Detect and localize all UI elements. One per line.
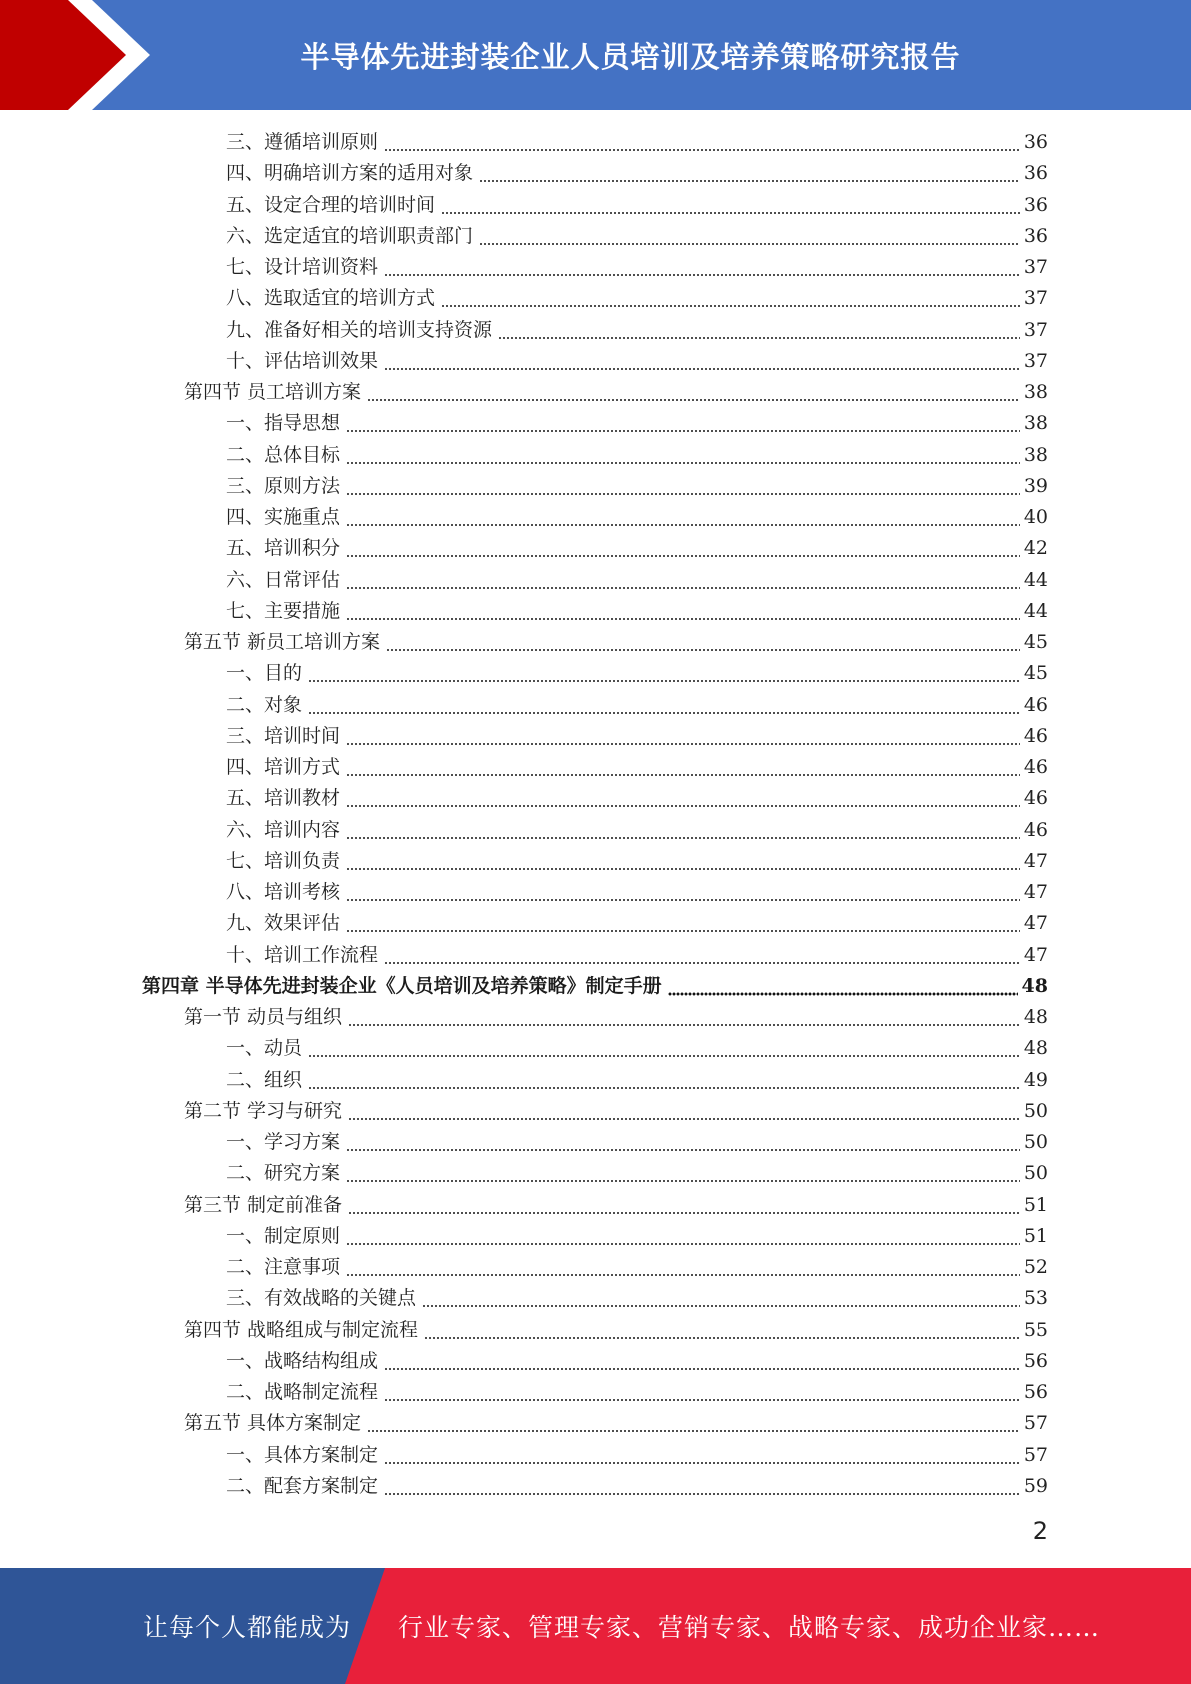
toc-dot-leader <box>308 1033 1020 1064</box>
toc-entry-label: 八、选取适宜的培训方式 <box>226 287 436 310</box>
toc-dot-leader <box>348 1002 1020 1033</box>
toc-entry[interactable] <box>226 690 1048 721</box>
toc-entry-label: 二、注意事项 <box>226 1256 341 1278</box>
toc-dot-leader <box>386 627 1020 658</box>
toc-entry[interactable] <box>226 158 1048 189</box>
toc-dot-leader <box>384 1471 1020 1502</box>
footer-slogan-right: 行业专家、管理专家、营销专家、战略专家、成功企业家…… <box>398 1613 1101 1642</box>
toc-entry-label: 七、培训负责 <box>226 849 341 872</box>
toc-entry-page: 46 <box>1023 787 1048 810</box>
toc-entry[interactable] <box>184 1408 1048 1439</box>
toc-entry-page: 36 <box>1023 193 1048 216</box>
toc-dot-leader <box>441 283 1020 314</box>
toc-entry-label: 二、战略制定流程 <box>226 1381 379 1403</box>
toc-dot-leader <box>308 1065 1020 1096</box>
toc-entry-label: 六、培训内容 <box>226 818 341 841</box>
toc-dot-leader <box>346 565 1020 596</box>
toc-entry-label: 第二节 学习与研究 <box>184 1099 343 1122</box>
toc-entry-page: 51 <box>1023 1193 1048 1216</box>
toc-entry[interactable] <box>226 190 1048 221</box>
toc-entry[interactable] <box>226 846 1048 877</box>
toc-entry-label: 第四节 员工培训方案 <box>184 381 362 403</box>
toc-entry-page: 57 <box>1023 1412 1048 1435</box>
toc-entry-label: 三、培训时间 <box>226 724 341 747</box>
toc-entry[interactable] <box>226 596 1048 627</box>
toc-entry-label: 一、目的 <box>226 662 303 685</box>
toc-entry[interactable] <box>226 1065 1048 1096</box>
toc-entry-label: 一、动员 <box>226 1037 303 1060</box>
toc-entry-page: 48 <box>1021 974 1048 997</box>
toc-entry-label: 第四章 半导体先进封装企业《人员培训及培养策略》制定手册 <box>142 974 662 997</box>
toc-entry-page: 44 <box>1023 568 1048 591</box>
toc-entry-label: 九、准备好相关的培训支持资源 <box>226 318 493 341</box>
toc-entry[interactable] <box>226 1221 1048 1252</box>
toc-entry-label: 三、有效战略的关键点 <box>226 1287 417 1310</box>
toc-entry-label: 四、培训方式 <box>226 756 341 778</box>
toc-dot-leader <box>346 752 1020 783</box>
toc-entry[interactable] <box>226 283 1048 314</box>
toc-entry[interactable] <box>226 658 1048 689</box>
page-header <box>0 0 1191 110</box>
toc-entry-page: 46 <box>1023 693 1048 716</box>
toc-entry-page: 46 <box>1023 724 1048 747</box>
header-arrow-decoration <box>0 0 200 110</box>
toc-entry-label: 七、主要措施 <box>226 599 341 622</box>
toc-entry-page: 50 <box>1023 1099 1048 1122</box>
toc-entry-page: 50 <box>1023 1131 1048 1153</box>
toc-dot-leader <box>346 877 1020 908</box>
toc-entry-label: 五、培训积分 <box>226 537 341 560</box>
toc-dot-leader <box>479 158 1020 189</box>
toc-entry-page: 48 <box>1023 1037 1048 1060</box>
toc-entry[interactable] <box>184 627 1048 658</box>
toc-entry-page: 47 <box>1023 881 1048 903</box>
toc-entry-label: 二、总体目标 <box>226 443 341 466</box>
toc-entry-page: 52 <box>1023 1256 1048 1278</box>
toc-entry[interactable] <box>226 502 1048 533</box>
toc-entry-label: 五、设定合理的培训时间 <box>226 193 436 216</box>
toc-dot-leader <box>384 1440 1020 1471</box>
toc-dot-leader <box>384 940 1020 971</box>
toc-entry-label: 第四节 战略组成与制定流程 <box>184 1318 419 1341</box>
toc-dot-leader <box>346 408 1020 439</box>
toc-entry-page: 44 <box>1023 599 1048 622</box>
toc-dot-leader <box>498 315 1020 346</box>
toc-entry-label: 第五节 新员工培训方案 <box>184 631 381 653</box>
toc-entry-page: 38 <box>1023 381 1048 403</box>
toc-entry-label: 八、培训考核 <box>226 881 341 903</box>
toc-entry-page: 42 <box>1023 537 1048 560</box>
toc-entry-label: 第五节 具体方案制定 <box>184 1412 362 1435</box>
toc-entry[interactable] <box>184 1096 1048 1127</box>
toc-entry-label: 一、战略结构组成 <box>226 1349 379 1372</box>
toc-dot-leader <box>346 440 1020 471</box>
toc-entry-label: 四、明确培训方案的适用对象 <box>226 162 474 185</box>
toc-entry[interactable] <box>226 1158 1048 1189</box>
toc-entry-page: 48 <box>1023 1006 1048 1028</box>
toc-entry[interactable] <box>226 908 1048 939</box>
toc-entry[interactable] <box>226 533 1048 564</box>
toc-entry-page: 51 <box>1023 1224 1048 1247</box>
toc-entry[interactable] <box>226 940 1048 971</box>
toc-entry-label: 二、组织 <box>226 1068 303 1091</box>
toc-entry-page: 47 <box>1023 943 1048 966</box>
toc-entry-label: 十、培训工作流程 <box>226 943 379 966</box>
toc-entry-label: 第三节 制定前准备 <box>184 1193 343 1216</box>
toc-dot-leader <box>479 221 1020 252</box>
toc-entry-page: 45 <box>1023 631 1048 653</box>
toc-entry-page: 40 <box>1023 506 1048 528</box>
toc-entry-page: 56 <box>1023 1381 1048 1403</box>
toc-dot-leader <box>308 658 1020 689</box>
toc-entry[interactable] <box>226 721 1048 752</box>
document-title: 半导体先进封装企业人员培训及培养策略研究报告 <box>300 39 961 74</box>
toc-dot-leader <box>346 1158 1020 1189</box>
toc-entry-page: 45 <box>1023 662 1048 685</box>
toc-dot-leader <box>346 596 1020 627</box>
toc-entry-page: 46 <box>1023 818 1048 841</box>
toc-entry-page: 50 <box>1023 1162 1048 1185</box>
toc-entry-page: 59 <box>1023 1474 1048 1497</box>
toc-entry[interactable] <box>226 565 1048 596</box>
toc-entry-label: 一、指导思想 <box>226 412 341 435</box>
toc-dot-leader <box>668 971 1018 1002</box>
toc-entry-page: 37 <box>1023 318 1048 341</box>
toc-entry[interactable] <box>226 127 1048 158</box>
toc-entry-page: 37 <box>1023 256 1048 278</box>
toc-entry[interactable] <box>226 471 1048 502</box>
toc-dot-leader <box>346 1252 1020 1283</box>
toc-entry-page: 38 <box>1023 412 1048 435</box>
toc-dot-leader <box>346 783 1020 814</box>
toc-entry-label: 第一节 动员与组织 <box>184 1006 343 1028</box>
toc-dot-leader <box>346 815 1020 846</box>
toc-dot-leader <box>308 690 1020 721</box>
toc-entry[interactable] <box>226 315 1048 346</box>
toc-dot-leader <box>346 1221 1020 1252</box>
toc-entry-page: 47 <box>1023 912 1048 935</box>
toc-entry[interactable] <box>184 1190 1048 1221</box>
page-number: 2 <box>1032 1517 1048 1545</box>
toc-dot-leader <box>384 346 1020 377</box>
toc-entry[interactable] <box>184 377 1048 408</box>
toc-entry[interactable] <box>226 1283 1048 1314</box>
toc-entry[interactable] <box>226 1377 1048 1408</box>
page-footer <box>0 1568 1191 1684</box>
toc-entry-label: 四、实施重点 <box>226 506 341 528</box>
toc-dot-leader <box>346 1127 1020 1158</box>
toc-entry-label: 十、评估培训效果 <box>226 349 379 372</box>
toc-entry-label: 五、培训教材 <box>226 787 341 810</box>
toc-entry[interactable] <box>226 1252 1048 1283</box>
toc-entry[interactable] <box>226 877 1048 908</box>
toc-entry-page: 57 <box>1023 1443 1048 1466</box>
toc-entry-label: 一、制定原则 <box>226 1224 341 1247</box>
toc-entry-page: 36 <box>1023 162 1048 185</box>
toc-dot-leader <box>422 1283 1020 1314</box>
toc-entry-label: 六、选定适宜的培训职责部门 <box>226 224 474 247</box>
toc-entry-page: 37 <box>1023 349 1048 372</box>
toc-entry-label: 三、遵循培训原则 <box>226 131 379 153</box>
toc-dot-leader <box>384 127 1020 158</box>
toc-entry[interactable] <box>142 971 1048 1002</box>
toc-entry-page: 36 <box>1023 131 1048 153</box>
toc-entry-page: 39 <box>1023 474 1048 497</box>
toc-entry-page: 53 <box>1023 1287 1048 1310</box>
toc-entry-label: 一、学习方案 <box>226 1131 341 1153</box>
toc-entry-label: 二、对象 <box>226 693 303 716</box>
toc-entry-page: 37 <box>1023 287 1048 310</box>
toc-entry[interactable] <box>226 1033 1048 1064</box>
toc-entry-page: 56 <box>1023 1349 1048 1372</box>
toc-dot-leader <box>346 908 1020 939</box>
toc-entry-page: 49 <box>1023 1068 1048 1091</box>
toc-entry-label: 九、效果评估 <box>226 912 341 935</box>
toc-entry[interactable] <box>226 440 1048 471</box>
toc-entry-label: 二、配套方案制定 <box>226 1474 379 1497</box>
toc-dot-leader <box>424 1315 1020 1346</box>
toc-dot-leader <box>441 190 1020 221</box>
toc-entry-page: 36 <box>1023 224 1048 247</box>
toc-dot-leader <box>384 252 1020 283</box>
toc-dot-leader <box>346 533 1020 564</box>
toc-entry[interactable] <box>226 408 1048 439</box>
toc-entry[interactable] <box>226 783 1048 814</box>
toc-dot-leader <box>384 1346 1020 1377</box>
toc-entry-page: 38 <box>1023 443 1048 466</box>
toc-dot-leader <box>367 1408 1020 1439</box>
toc-entry[interactable] <box>226 752 1048 783</box>
toc-dot-leader <box>346 721 1020 752</box>
toc-entry-page: 47 <box>1023 849 1048 872</box>
toc-entry[interactable] <box>226 346 1048 377</box>
toc-entry-label: 一、具体方案制定 <box>226 1443 379 1466</box>
toc-entry-label: 六、日常评估 <box>226 568 341 591</box>
toc-entry-label: 三、原则方法 <box>226 474 341 497</box>
toc-entry-label: 七、设计培训资料 <box>226 256 379 278</box>
toc-entry-page: 55 <box>1023 1318 1048 1341</box>
toc-entry[interactable] <box>226 252 1048 283</box>
toc-entry[interactable] <box>226 1471 1048 1502</box>
toc-dot-leader <box>367 377 1020 408</box>
footer-slogan-left: 让每个人都能成为 <box>143 1613 352 1642</box>
toc-entry[interactable] <box>226 221 1048 252</box>
toc-entry[interactable] <box>226 815 1048 846</box>
toc-entry-page: 46 <box>1023 756 1048 778</box>
toc-dot-leader <box>348 1190 1020 1221</box>
toc-entry[interactable] <box>226 1127 1048 1158</box>
toc-entry[interactable] <box>226 1440 1048 1471</box>
toc-entry-label: 二、研究方案 <box>226 1162 341 1185</box>
toc-dot-leader <box>384 1377 1020 1408</box>
toc-dot-leader <box>346 502 1020 533</box>
toc-dot-leader <box>348 1096 1020 1127</box>
toc-dot-leader <box>346 471 1020 502</box>
toc-entry[interactable] <box>226 1346 1048 1377</box>
toc-entry[interactable] <box>184 1002 1048 1033</box>
toc-dot-leader <box>346 846 1020 877</box>
toc-entry[interactable] <box>184 1315 1048 1346</box>
